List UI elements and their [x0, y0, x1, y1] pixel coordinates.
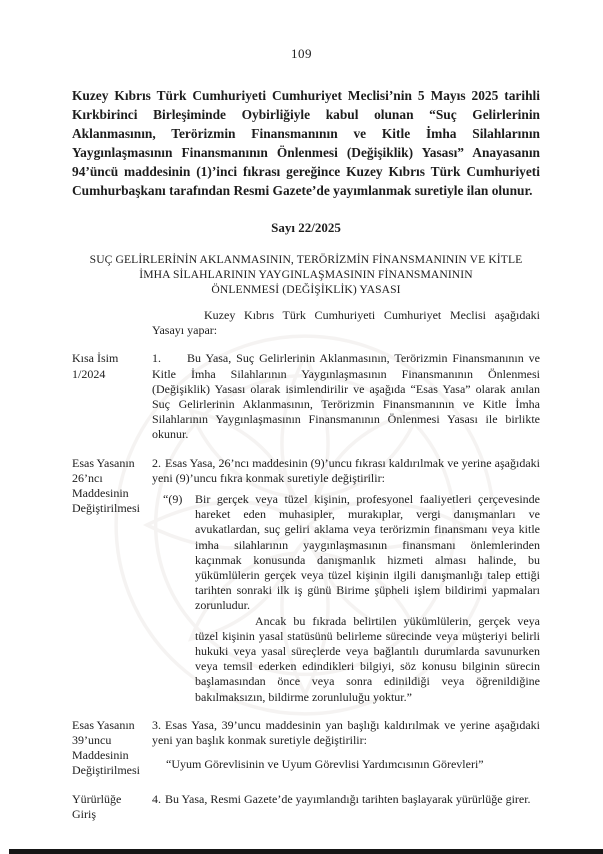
- section-article-26-amendment: [72, 456, 540, 705]
- section-article-39-amendment: [72, 718, 540, 779]
- section-body: [152, 456, 540, 705]
- side-label-line: Esas Yasanın: [72, 717, 135, 732]
- gazette-issue-number: Sayı 22/2025: [271, 220, 341, 235]
- page-number: 109: [291, 46, 312, 61]
- section-body: [152, 351, 540, 442]
- section-short-title: [72, 351, 540, 442]
- law-title-line: İMHA SİLAHLARININ YAYGINLAŞMASININ FİNANSMANININ: [139, 268, 473, 281]
- section-entry-into-force: [72, 792, 540, 822]
- section-number: 4.: [152, 791, 161, 806]
- document-body: [72, 62, 540, 822]
- section-body: [152, 718, 540, 779]
- proclamation-paragraph: Kuzey Kıbrıs Türk Cumhuriyeti Cumhuriyet Meclisi’nin 5 Mayıs 2025 tarihli Kırkbirinci Birleşiminde Oybirliğiyle kabul olunan “Suç Gelirlerinin Aklanmasının, Terörizmin Finansmanının ve Kitle İmha Silahlarının Yaygınlaşmasının Finansmanının Önlenmesi (Değişiklik) Yasası” Anayasanın 94’üncü maddesinin (1)’inci fıkrası gereğince Kuzey Kıbrıs Türk Cumhuriyeti Cumhurbaşkanı tarafından Resmi Gazete’de yayımlanmak suretiyle ilan olunur.: [72, 88, 540, 198]
- section-number: 1.: [152, 351, 161, 366]
- law-title-line: ÖNLENMESİ (DEĞİŞİKLİK) YASASI: [211, 283, 401, 296]
- section-paragraph: [152, 718, 540, 748]
- side-label-line: 26’ncı: [72, 470, 103, 485]
- scan-edge-bar: [9, 849, 603, 854]
- section-side-label: [72, 792, 152, 822]
- side-label-line: Esas Yasanın: [72, 455, 135, 470]
- section-body: [152, 792, 540, 822]
- section-paragraph: [152, 792, 540, 807]
- section-side-label: [72, 351, 152, 442]
- section-text: Esas Yasa, 39’uncu maddesinin yan başlığı kaldırılmak ve yerine aşağıdaki yeni yan başlık konmak suretiyle değiştirilir:: [152, 717, 540, 748]
- section-text: Bu Yasa, Resmi Gazete’de yayımlandığı tarihten başlayarak yürürlüğe girer.: [165, 791, 531, 806]
- new-side-heading-quote: “Uyum Görevlisinin ve Uyum Görevlisi Yardımcısının Görevleri”: [166, 757, 484, 772]
- enacting-clause: Kuzey Kıbrıs Türk Cumhuriyeti Cumhuriyet Meclisi aşağıdaki Yasayı yapar:: [152, 308, 540, 338]
- clause-marker: “(9): [163, 492, 183, 507]
- side-label-line: Değiştirilmesi: [72, 501, 140, 516]
- side-label-line: Kısa İsim: [72, 351, 119, 366]
- side-label-line: Değiştirilmesi: [72, 763, 140, 778]
- side-label-line: Maddesinin: [72, 486, 129, 501]
- side-label-line: Yürürlüğe: [72, 791, 122, 806]
- clause-paragraph: Bir gerçek veya tüzel kişinin, profesyonel faaliyetleri çerçevesinde hareket eden muhasipler, murakıplar, vergi danışmanları ve avukatlardan, suç geliri aklama veya terörizmin finansmanı veya kitle imha silahlarının yaygınlaşmasının finansmanı önlemlerinden kaçınmak konusunda danışmanlık hizmeti alması halinde, bu yükümlülerin gerçek veya tüzel kişinin ilgili danışmanlığı talep ettiği tarihten sonraki ilk iş günü Birime şüpheli işlem bildirimi yapmaları zorunludur.: [195, 492, 540, 613]
- side-label-line: 1/2024: [72, 366, 106, 381]
- section-side-label: [72, 718, 152, 779]
- section-text: Bu Yasa, Suç Gelirlerinin Aklanmasının, Terörizmin Finansmanının ve Kitle İmha Silahlarının Yaygınlaşmasının Finansmanının Önlenmesi (Değişiklik) Yasası olarak isimlendirilir ve aşağıda “Esas Yasa” olarak anılan Suç Gelirlerinin Aklanmasının, Terörizmin Finansmanının ve Kitle İmha Silahlarının Yaygınlaşmasının Finansmanının Önlenmesi Yasası ile birlikte okunur.: [152, 351, 540, 442]
- section-number: 3.: [152, 717, 161, 732]
- side-label-line: Giriş: [72, 806, 96, 821]
- section-side-label: [72, 456, 152, 705]
- section-paragraph: [152, 456, 540, 486]
- amended-clause-block: [152, 492, 540, 705]
- side-label-line: Maddesinin: [72, 748, 129, 763]
- section-paragraph: [152, 351, 540, 442]
- side-label-line: 39’uncu: [72, 733, 112, 748]
- section-number: 2.: [152, 455, 161, 470]
- clause-text: [195, 492, 540, 705]
- clause-paragraph: Ancak bu fıkrada belirtilen yükümlülerin, gerçek veya tüzel kişinin yasal statüsünü belirleme sürecinde veya müşteriyi belirli hukuki veya yasal süreçlerde veya bağlantılı durumlarda savunurken veya temsil ederken edindikleri bilgiyi, söz konusu bilginin sürecin başlamasından önce veya sonra edinildiği veya öğrenildiğine bakılmaksızın, bildirme zorunluluğu yoktur.”: [195, 613, 540, 704]
- law-title-line: SUÇ GELİRLERİNİN AKLANMASININ, TERÖRİZMİN FİNANSMANININ VE KİTLE: [89, 253, 523, 266]
- law-title: [72, 252, 540, 297]
- section-text: Esas Yasa, 26’ncı maddesinin (9)’uncu fıkrası kaldırılmak ve yerine aşağıdaki yeni (9)’uncu fıkra konmak suretiyle değiştirilir:: [152, 455, 540, 485]
